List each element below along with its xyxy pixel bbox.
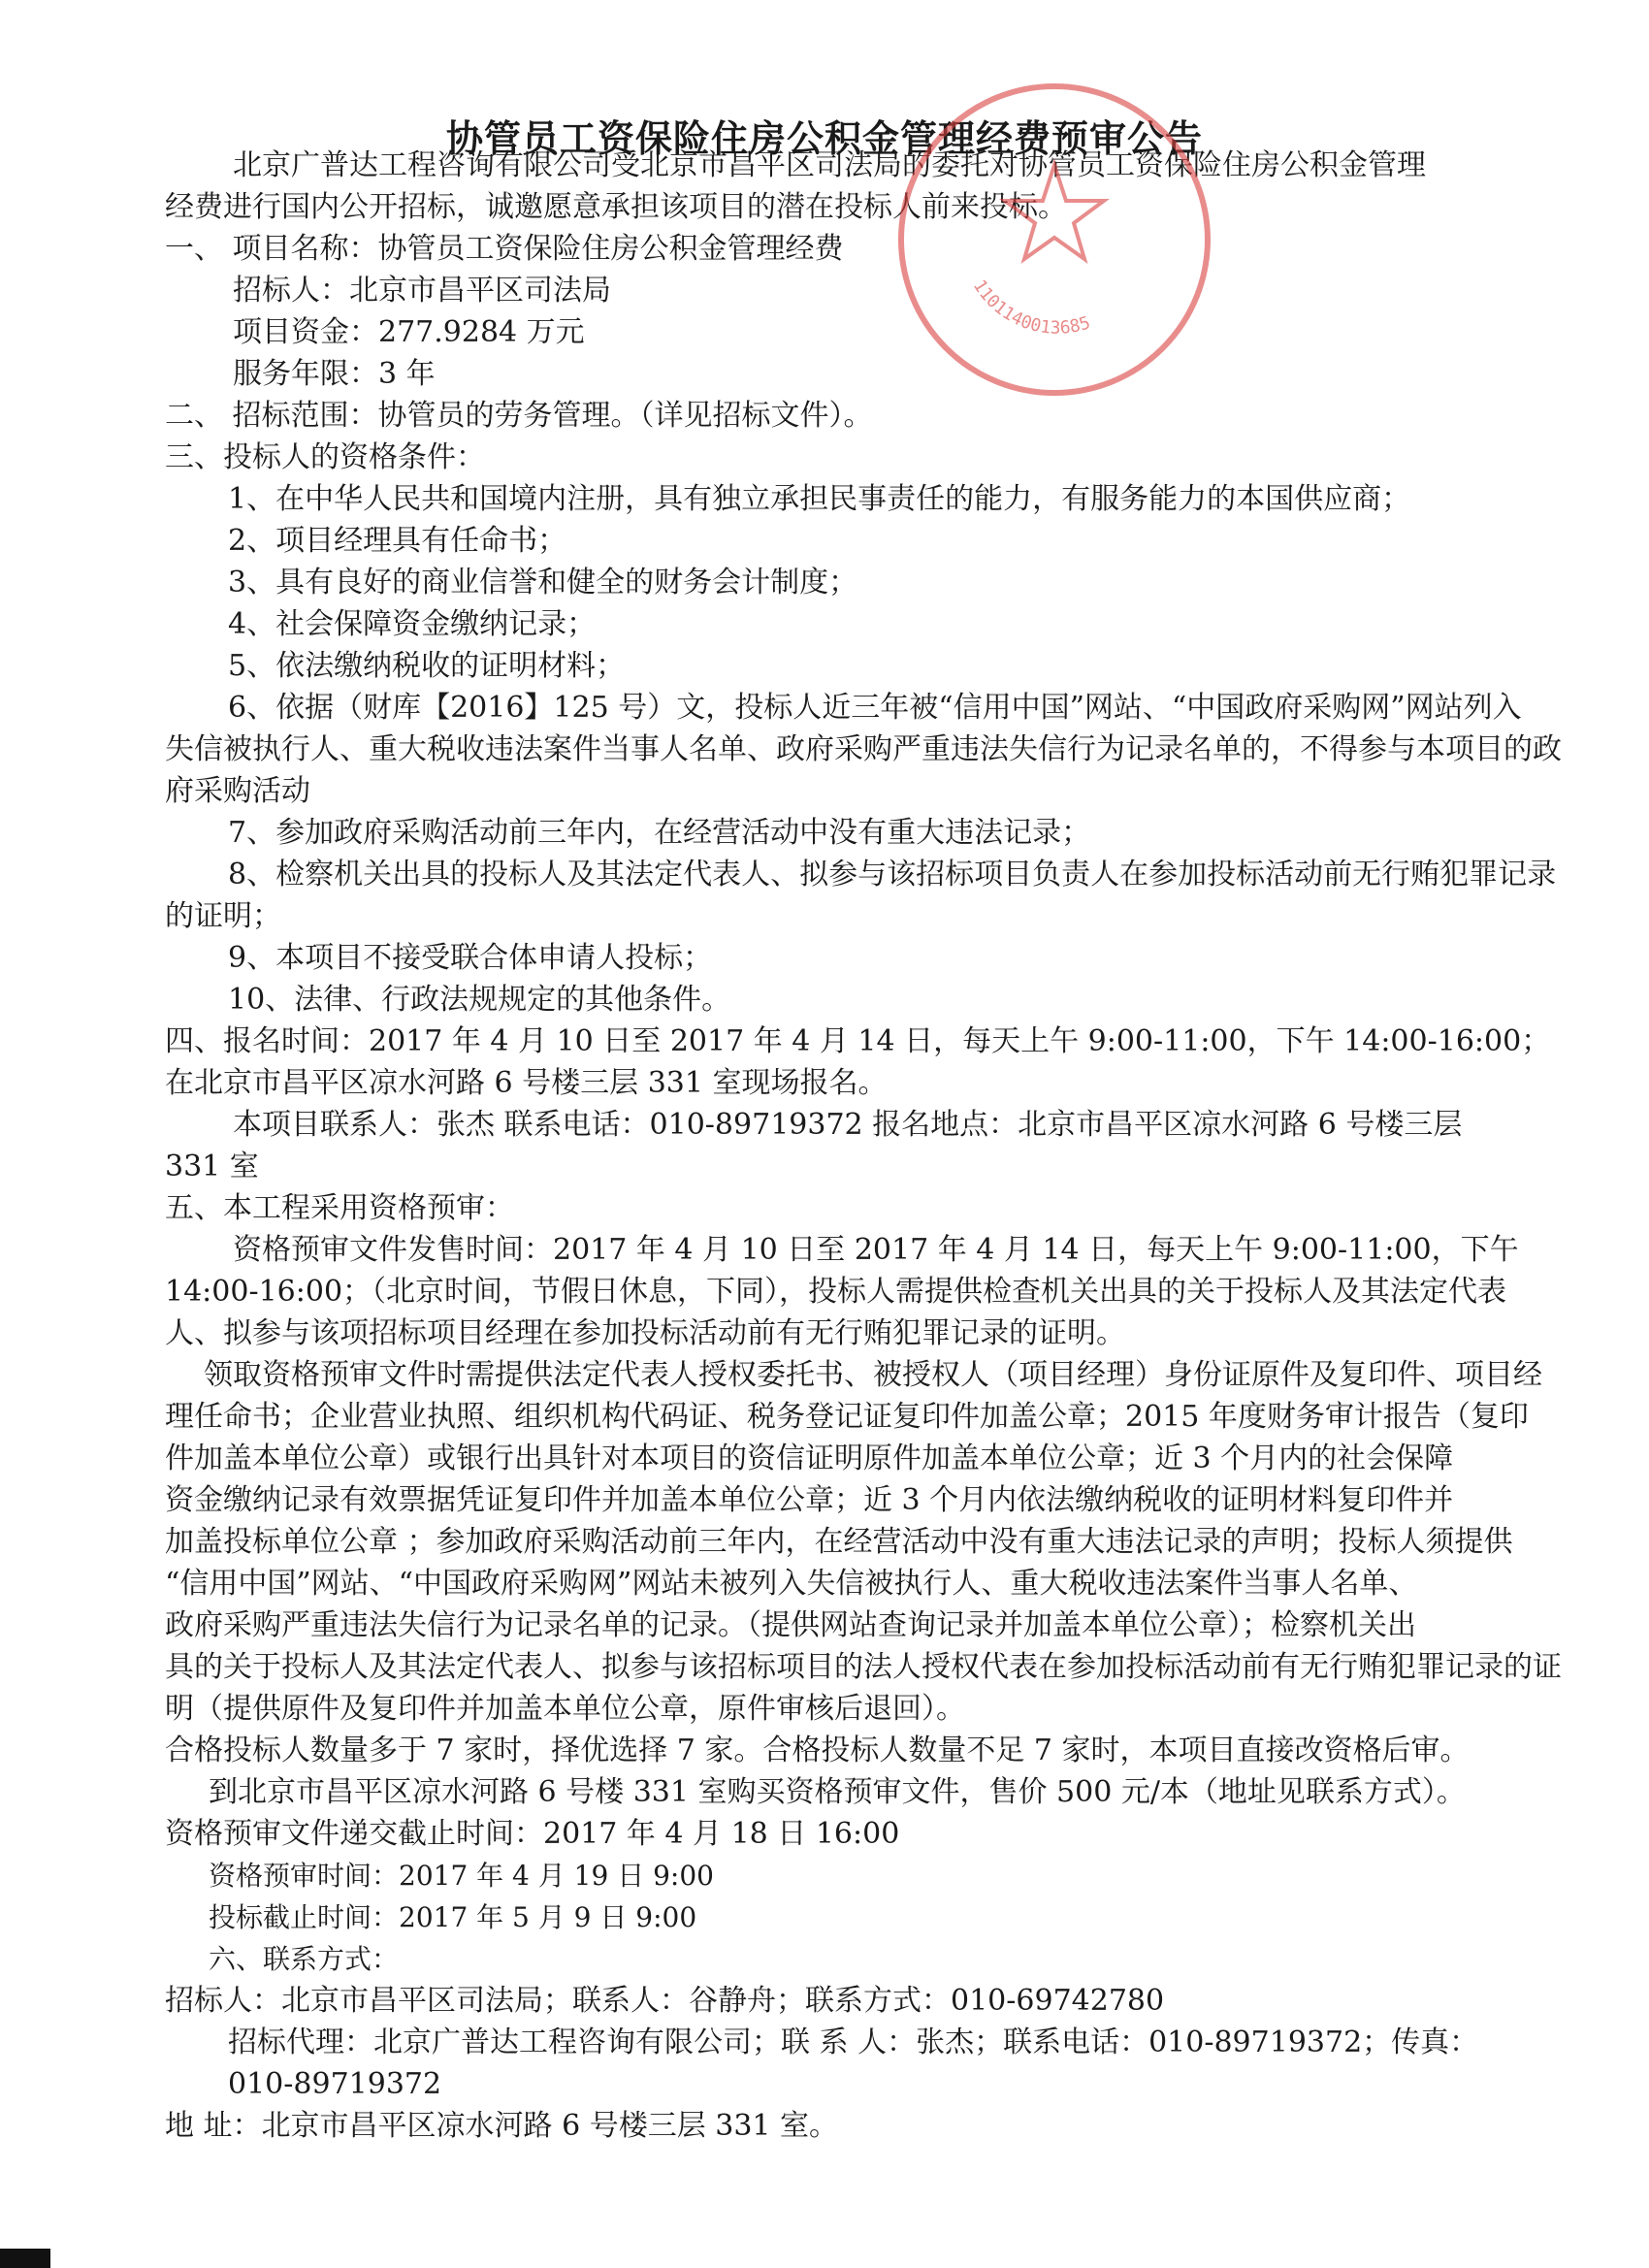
text-line: 4、社会保障资金缴纳记录； — [228, 607, 597, 641]
text-line: 理任命书；企业营业执照、组织机构代码证、税务登记证复印件加盖公章；2015 年度财务审计报告（复印 — [165, 1400, 1529, 1434]
text-line: 资金缴纳记录有效票据凭证复印件并加盖本单位公章；近 3 个月内依法缴纳税收的证明材料复印件并 — [165, 1483, 1454, 1517]
text-line: 资格预审文件发售时间：2017 年 4 月 10 日至 2017 年 4 月 14 日，每天上午 9:00-11:00，下午 — [233, 1233, 1519, 1267]
text-line: 经费进行国内公开招标，诚邀愿意承担该项目的潜在投标人前来投标。 — [165, 190, 1067, 224]
text-line: 331 室 — [165, 1150, 259, 1183]
text-line: 二、 招标范围：协管员的劳务管理。（详见招标文件）。 — [165, 399, 873, 433]
text-line: 六、联系方式： — [209, 1943, 400, 1975]
text-line: 7、参加政府采购活动前三年内，在经营活动中没有重大违法记录； — [228, 816, 1091, 850]
text-line: 五、本工程采用资格预审： — [165, 1191, 514, 1225]
text-line: 14:00-16:00；（北京时间，节假日休息，下同），投标人需提供检查机关出具的关于投标人及其法定代表 — [165, 1275, 1507, 1309]
text-line: 明（提供原件及复印件并加盖本单位公章，原件审核后退回）。 — [165, 1692, 965, 1726]
text-line: 府采购活动 — [165, 774, 310, 808]
text-line: 的证明； — [165, 899, 281, 933]
text-line: 9、本项目不接受联合体申请人投标； — [228, 941, 713, 975]
text-line: 招标人：北京市昌平区司法局；联系人：谷静舟；联系方式：010-69742780 — [165, 1984, 1165, 2018]
text-line: 失信被执行人、重大税收违法案件当事人名单、政府采购严重违法失信行为记录名单的，不得参与本项目的政 — [165, 732, 1562, 766]
text-line: 资格预审时间：2017 年 4 月 19 日 9:00 — [209, 1860, 714, 1892]
text-line: 合格投标人数量多于 7 家时，择优选择 7 家。合格投标人数量不足 7 家时，本项目直接改资格后审。 — [165, 1733, 1470, 1767]
text-line: 件加盖本单位公章）或银行出具针对本项目的资信证明原件加盖本单位公章；近 3 个月内的社会保障 — [165, 1442, 1454, 1475]
text-line: 地 址：北京市昌平区凉水河路 6 号楼三层 331 室。 — [165, 2109, 839, 2143]
text-line: 四、报名时间：2017 年 4 月 10 日至 2017 年 4 月 14 日，每天上午 9:00-11:00，下午 14:00-16:00； — [165, 1024, 1551, 1058]
text-line: 服务年限：3 年 — [233, 357, 436, 391]
text-line: 三、投标人的资格条件： — [165, 440, 485, 474]
text-line: 3、具有良好的商业信誉和健全的财务会计制度； — [228, 566, 858, 599]
text-line: 加盖投标单位公章 ；参加政府采购活动前三年内，在经营活动中没有重大违法记录的声明；投标人须提供 — [165, 1525, 1513, 1559]
text-line: 招标人：北京市昌平区司法局 — [233, 274, 611, 308]
text-line: 6、依据（财库【2016】125 号）文，投标人近三年被“信用中国”网站、“中国政府采购网”网站列入 — [228, 691, 1522, 725]
text-line: 1、在中华人民共和国境内注册，具有独立承担民事责任的能力，有服务能力的本国供应商； — [228, 482, 1411, 516]
text-line: 本项目联系人：张杰 联系电话：010-89719372 报名地点：北京市昌平区凉水河路 6 号楼三层 — [233, 1108, 1463, 1142]
document-title: 协管员工资保险住房公积金管理经费预审公告 — [445, 117, 1203, 160]
text-line: 领取资格预审文件时需提供法定代表人授权委托书、被授权人（项目经理）身份证原件及复印件、项目经 — [204, 1358, 1542, 1392]
text-line: 政府采购严重违法失信行为记录名单的记录。（提供网站查询记录并加盖本单位公章）；检察机关出 — [165, 1608, 1416, 1642]
text-line: 资格预审文件递交截止时间：2017 年 4 月 18 日 16:00 — [165, 1817, 900, 1851]
text-line: 投标截止时间：2017 年 5 月 9 日 9:00 — [209, 1901, 697, 1933]
text-line: 5、依法缴纳税收的证明材料； — [228, 649, 626, 683]
text-line: 北京广普达工程咨询有限公司受北京市昌平区司法局的委托对协管员工资保险住房公积金管理 — [233, 148, 1426, 182]
text-line: 具的关于投标人及其法定代表人、拟参与该招标项目的法人授权代表在参加投标活动前有无行贿犯罪记录的证 — [165, 1650, 1562, 1684]
text-line: “信用中国”网站、“中国政府采购网”网站未被列入失信被执行人、重大税收违法案件当事人名单、 — [165, 1567, 1418, 1601]
text-line: 10、法律、行政法规规定的其他条件。 — [228, 983, 731, 1017]
text-line: 8、检察机关出具的投标人及其法定代表人、拟参与该招标项目负责人在参加投标活动前无行贿犯罪记录 — [228, 858, 1557, 891]
scan-corner-mark — [0, 2249, 50, 2268]
text-line: 一、 项目名称：协管员工资保险住房公积金管理经费 — [165, 232, 844, 266]
text-line: 010-89719372 — [228, 2067, 442, 2101]
text-line: 在北京市昌平区凉水河路 6 号楼三层 331 室现场报名。 — [165, 1066, 888, 1100]
text-line: 项目资金：277.9284 万元 — [233, 315, 585, 349]
text-line: 到北京市昌平区凉水河路 6 号楼 331 室购买资格预审文件，售价 500 元/本（地址见联系方式）。 — [209, 1775, 1466, 1809]
text-line: 人、拟参与该项招标项目经理在参加投标活动前有无行贿犯罪记录的证明。 — [165, 1316, 1125, 1350]
official-seal — [888, 73, 1222, 407]
text-line: 2、项目经理具有任命书； — [228, 524, 567, 558]
text-line: 招标代理：北京广普达工程咨询有限公司；联 系 人：张杰；联系电话：010-89719372；传真： — [228, 2025, 1479, 2059]
seal-number: 1101140013685 — [968, 275, 1093, 339]
svg-text:1101140013685 — [969, 276, 1093, 339]
